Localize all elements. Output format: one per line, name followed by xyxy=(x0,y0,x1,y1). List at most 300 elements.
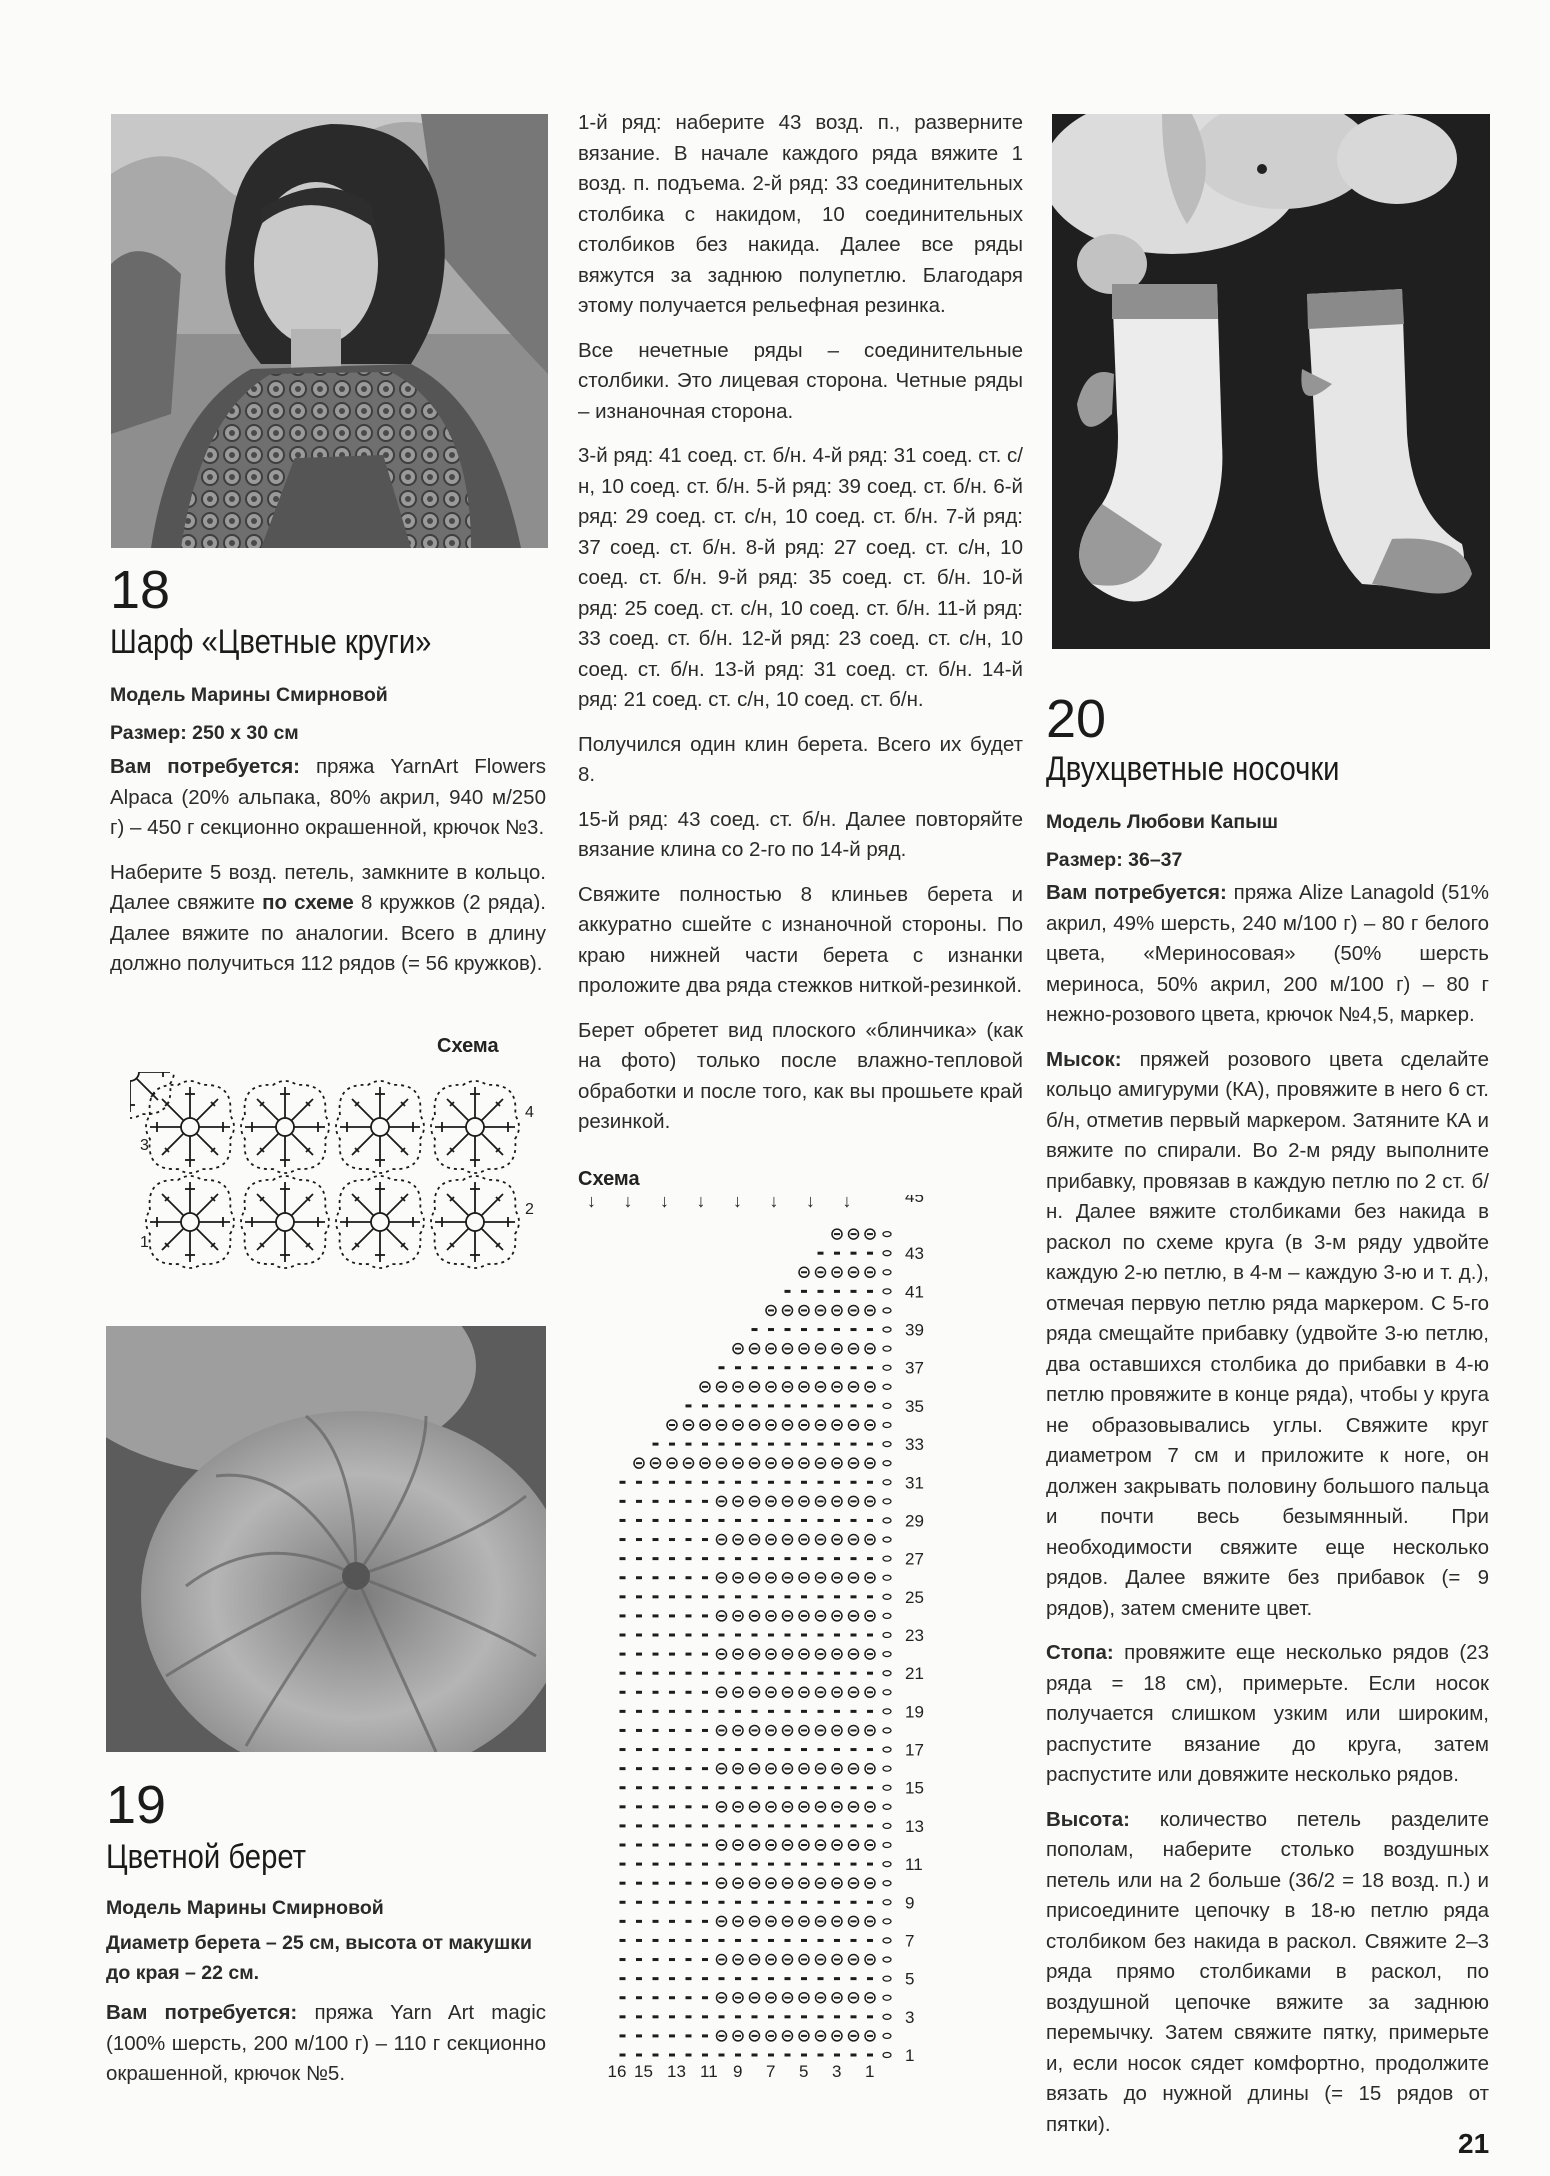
stitch-dash xyxy=(867,1366,873,1369)
stitch-symbol-bar xyxy=(785,1462,791,1464)
stitch-symbol-bar xyxy=(719,1729,725,1731)
stitch-dash xyxy=(735,1824,741,1827)
stitch-symbol-bar xyxy=(768,1729,774,1731)
stitch-symbol-bar xyxy=(834,1653,840,1655)
stitch-symbol-bar xyxy=(851,1691,857,1693)
stitch-dash xyxy=(818,1634,824,1637)
chart-arrow: ↓ xyxy=(623,1195,633,1211)
stitch-symbol-bar xyxy=(818,1959,824,1961)
stitch-dash xyxy=(785,1519,791,1522)
chain-marker xyxy=(883,1575,891,1580)
stitch-dash xyxy=(686,1653,692,1656)
scheme-label-18: Схема xyxy=(437,1035,499,1057)
stitch-dash xyxy=(636,2054,642,2057)
stitch-symbol-bar xyxy=(834,1615,840,1617)
stitch-symbol-bar xyxy=(752,1844,758,1846)
stitch-dash xyxy=(768,1595,774,1598)
stitch-symbol-bar xyxy=(834,1539,840,1541)
stitch-dash xyxy=(686,2015,692,2018)
stitch-dash xyxy=(702,1519,708,1522)
stitch-symbol-bar xyxy=(818,1348,824,1350)
stitch-dash xyxy=(752,1404,758,1407)
stitch-dash xyxy=(653,2034,659,2037)
stitch-dash xyxy=(669,1805,675,1808)
stitch-symbol-bar xyxy=(752,1539,758,1541)
stitch-symbol-bar xyxy=(851,1653,857,1655)
stitch-symbol-bar xyxy=(735,1500,741,1502)
stitch-dash xyxy=(636,1672,642,1675)
stitch-dash xyxy=(636,1634,642,1637)
chain-marker xyxy=(883,1327,891,1332)
stitch-dash xyxy=(636,1786,642,1789)
stitch-dash xyxy=(834,1328,840,1331)
stitch-dash xyxy=(834,1939,840,1942)
stitch-dash xyxy=(636,1519,642,1522)
stitch-symbol-bar xyxy=(768,1959,774,1961)
stitch-dash xyxy=(653,1882,659,1885)
stitch-dash xyxy=(636,1863,642,1866)
stitch-symbol-bar xyxy=(785,1653,791,1655)
stitch-dash xyxy=(801,1443,807,1446)
stitch-dash xyxy=(620,1481,626,1484)
pattern-text-19 xyxy=(106,1998,546,2104)
stitch-dash xyxy=(818,1252,824,1255)
stitch-dash xyxy=(818,1786,824,1789)
stitch-dash xyxy=(686,1443,692,1446)
stitch-symbol-bar xyxy=(867,1348,873,1350)
pattern-title-19: Цветной берет xyxy=(106,1838,307,1876)
stitch-dash xyxy=(851,1443,857,1446)
stitch-dash xyxy=(702,1786,708,1789)
stitch-dash xyxy=(702,2015,708,2018)
stitch-symbol-bar xyxy=(801,1768,807,1770)
instructions-paragraph-18 xyxy=(110,858,546,980)
stitch-symbol-bar xyxy=(834,1768,840,1770)
chain-marker xyxy=(883,1690,891,1695)
stitch-symbol-bar xyxy=(785,1920,791,1922)
chain-marker xyxy=(883,1938,891,1943)
stitch-dash xyxy=(669,1557,675,1560)
stitch-dash xyxy=(653,1748,659,1751)
stitch-symbol-bar xyxy=(719,1768,725,1770)
stitch-dash xyxy=(686,1691,692,1694)
chart-column-number: 16 xyxy=(607,2062,627,2080)
stitch-dash xyxy=(834,2015,840,2018)
stitch-dash xyxy=(669,1519,675,1522)
stitch-dash xyxy=(867,1557,873,1560)
stitch-dash xyxy=(620,1958,626,1961)
stitch-dash xyxy=(867,1786,873,1789)
stitch-dash xyxy=(669,1996,675,1999)
stitch-dash xyxy=(636,1557,642,1560)
requirements-text: пряжа Yarn Art magic (100% шерсть, 200 м/100 г) – 110 г секционно окрашенной, крючок №5. xyxy=(106,2001,546,2085)
stitch-symbol-bar xyxy=(752,1653,758,1655)
chart-row-number: 31 xyxy=(905,1473,924,1493)
stitch-dash xyxy=(702,1443,708,1446)
stitch-dash xyxy=(735,1710,741,1713)
stitch-dash xyxy=(669,1500,675,1503)
stitch-dash xyxy=(818,1824,824,1827)
chart-row-number: 41 xyxy=(905,1282,924,1302)
beret-crochet-chart xyxy=(575,1195,1020,2080)
stitch-symbol-bar xyxy=(851,1959,857,1961)
chart-row-number: 35 xyxy=(905,1396,924,1416)
stitch-dash xyxy=(719,1710,725,1713)
stitch-dash xyxy=(818,1557,824,1560)
stitch-symbol-bar xyxy=(801,1386,807,1388)
stitch-symbol-bar xyxy=(752,1424,758,1426)
stitch-dash xyxy=(719,1786,725,1789)
stitch-dash xyxy=(785,1443,791,1446)
chain-marker xyxy=(883,2033,891,2038)
stitch-dash xyxy=(719,1672,725,1675)
stitch-dash xyxy=(653,1691,659,1694)
stitch-symbol-bar xyxy=(834,1997,840,1999)
stitch-dash xyxy=(834,1404,840,1407)
stitch-dash xyxy=(801,1328,807,1331)
stitch-symbol-bar xyxy=(851,1729,857,1731)
pattern-number-19: 19 xyxy=(106,1775,167,1835)
stitch-dash xyxy=(702,1538,708,1541)
stitch-dash xyxy=(834,1863,840,1866)
stitch-symbol-bar xyxy=(735,1768,741,1770)
stitch-symbol-bar xyxy=(867,1462,873,1464)
stitch-dash xyxy=(818,1519,824,1522)
stitch-dash xyxy=(851,2015,857,2018)
stitch-dash xyxy=(620,1996,626,1999)
stitch-dash xyxy=(834,1366,840,1369)
stitch-symbol-bar xyxy=(851,1844,857,1846)
stitch-dash xyxy=(686,1939,692,1942)
chart-row-number: 1 xyxy=(140,1234,149,1251)
chain-marker xyxy=(883,1499,891,1504)
stitch-dash xyxy=(851,1672,857,1675)
chain-marker xyxy=(883,1537,891,1542)
stitch-symbol-bar xyxy=(818,1882,824,1884)
chart-row-number: 29 xyxy=(905,1511,924,1531)
stitch-dash xyxy=(719,1366,725,1369)
stitch-dash xyxy=(669,1672,675,1675)
stitch-symbol-bar xyxy=(768,1348,774,1350)
stitch-dash xyxy=(851,1748,857,1751)
stitch-dash xyxy=(834,1786,840,1789)
stitch-symbol-bar xyxy=(735,1920,741,1922)
stitch-dash xyxy=(752,1824,758,1827)
chain-marker xyxy=(883,1613,891,1618)
stitch-symbol-bar xyxy=(867,1691,873,1693)
stitch-dash xyxy=(851,1290,857,1293)
chain-marker xyxy=(883,2014,891,2019)
stitch-dash xyxy=(636,1882,642,1885)
stitch-symbol-bar xyxy=(768,1653,774,1655)
toe-text: пряжей розового цвета сделайте кольцо амигуруми (КА), провяжите в него 6 ст. б/н, отметив первый маркером. Затяните КА и вяжите по спирали. Во 2-м ряду выполните прибавку, провязав в каждую петлю по 2 ст. б/н. Далее вяжите столбиками без накида в раскол по схеме круга (в 3-м ряду удвойте каждую 2-ю петлю, в 4-м – каждую 3-ю и т. д.), отмечая первую петлю ряда маркером. С 5-го ряда смещайте прибавку (удвойте 3-ю петлю, два оставшихся столбика до прибавки в 4-ю петлю провяжите в конце ряда), чтобы у круга не образовывались углы. Свяжите круг диаметром 7 см и приложите к ноге, он должен закрывать половину большого пальца и почти весь безымянный. При необходимости свяжите еще несколько рядов. Далее вяжите без прибавок (= 9 рядов), затем смените цвет. xyxy=(1046,1047,1489,1620)
stitch-dash xyxy=(834,1748,840,1751)
stitch-dash xyxy=(801,1939,807,1942)
stitch-symbol-bar xyxy=(735,1882,741,1884)
stitch-dash xyxy=(752,1595,758,1598)
stitch-dash xyxy=(653,1481,659,1484)
stitch-dash xyxy=(818,2054,824,2057)
stitch-dash xyxy=(834,1710,840,1713)
stitch-symbol-bar xyxy=(867,2035,873,2037)
stitch-symbol-bar xyxy=(752,1729,758,1731)
stitch-dash xyxy=(686,1481,692,1484)
stitch-dash xyxy=(735,2015,741,2018)
stitch-symbol-bar xyxy=(768,1768,774,1770)
stitch-dash xyxy=(686,1882,692,1885)
stitch-dash xyxy=(752,1748,758,1751)
stitch-dash xyxy=(719,1634,725,1637)
stitch-dash xyxy=(851,1404,857,1407)
stitch-dash xyxy=(818,1366,824,1369)
stitch-dash xyxy=(735,2054,741,2057)
stitch-symbol-bar xyxy=(867,1539,873,1541)
stitch-symbol-bar xyxy=(867,1882,873,1884)
stitch-dash xyxy=(752,1519,758,1522)
stitch-dash xyxy=(702,1653,708,1656)
stitch-symbol-bar xyxy=(834,1577,840,1579)
stitch-dash xyxy=(801,1557,807,1560)
stitch-symbol-bar xyxy=(818,1729,824,1731)
pattern-size-18: Размер: 250 х 30 см xyxy=(110,722,299,744)
stitch-symbol-bar xyxy=(752,1959,758,1961)
stitch-dash xyxy=(834,2054,840,2057)
foot-text: провяжите еще несколько рядов (23 ряда = 18 см), примерьте. Если носок получается слишком узким или широким, распустите вязание до круга, затем распустите или довяжите несколько рядов. xyxy=(1046,1641,1489,1786)
stitch-dash xyxy=(867,1519,873,1522)
stitch-dash xyxy=(834,1634,840,1637)
stitch-dash xyxy=(702,1500,708,1503)
stitch-dash xyxy=(669,2034,675,2037)
requirements-label: Вам потребуется: xyxy=(1046,881,1227,904)
instructions-paragraph: Берет обретет вид плоского «блинчика» (как на фото) только после влажно-тепловой обработки и после того, как вы прошьете край резинкой. xyxy=(578,1018,1023,1133)
stitch-dash xyxy=(834,1252,840,1255)
stitch-dash xyxy=(669,1538,675,1541)
stitch-dash xyxy=(653,1538,659,1541)
stitch-dash xyxy=(686,1557,692,1560)
stitch-symbol-bar xyxy=(719,1577,725,1579)
stitch-dash xyxy=(768,2015,774,2018)
stitch-dash xyxy=(735,1443,741,1446)
stitch-symbol-bar xyxy=(768,1539,774,1541)
stitch-dash xyxy=(620,1939,626,1942)
stitch-dash xyxy=(653,1824,659,1827)
chart-row-number: 1 xyxy=(905,2046,915,2065)
stitch-dash xyxy=(768,1366,774,1369)
chart-row-number: 2 xyxy=(525,1201,534,1218)
stitch-dash xyxy=(636,1576,642,1579)
stitch-symbol-bar xyxy=(867,1806,873,1808)
stitch-symbol-bar xyxy=(801,1959,807,1961)
stitch-dash xyxy=(702,1710,708,1713)
stitch-symbol-bar xyxy=(752,1386,758,1388)
stitch-dash xyxy=(620,1920,626,1923)
stitch-symbol-bar xyxy=(785,1309,791,1311)
chart-row-number: 15 xyxy=(905,1778,924,1798)
stitch-dash xyxy=(653,1958,659,1961)
stitch-dash xyxy=(636,1767,642,1770)
stitch-dash xyxy=(768,1748,774,1751)
stitch-symbol-bar xyxy=(768,1997,774,1999)
stitch-dash xyxy=(620,2054,626,2057)
chain-marker xyxy=(883,1804,891,1809)
chain-marker xyxy=(883,2053,891,2058)
chart-row-number: 39 xyxy=(905,1320,924,1340)
stitch-symbol-bar xyxy=(785,1348,791,1350)
chart-arrow: ↓ xyxy=(769,1195,779,1211)
stitch-dash xyxy=(752,1672,758,1675)
chain-marker xyxy=(883,1843,891,1848)
stitch-dash xyxy=(768,1481,774,1484)
stitch-symbol-bar xyxy=(834,1844,840,1846)
chain-marker xyxy=(883,1652,891,1657)
stitch-symbol-bar xyxy=(818,1462,824,1464)
stitch-symbol-bar xyxy=(867,1997,873,1999)
requirements-label: Вам потребуется: xyxy=(110,755,300,778)
stitch-symbol-bar xyxy=(801,1806,807,1808)
stitch-dash xyxy=(636,1844,642,1847)
stitch-symbol-bar xyxy=(752,1348,758,1350)
stitch-dash xyxy=(702,1672,708,1675)
stitch-dash xyxy=(768,1786,774,1789)
stitch-dash xyxy=(669,1481,675,1484)
stitch-dash xyxy=(818,1939,824,1942)
pattern-text-18 xyxy=(110,752,546,994)
stitch-symbol-bar xyxy=(834,2035,840,2037)
stitch-symbol-bar xyxy=(653,1462,659,1464)
stitch-dash xyxy=(636,1481,642,1484)
chart-row-number: 7 xyxy=(905,1931,915,1951)
stitch-symbol-bar xyxy=(768,1462,774,1464)
stitch-dash xyxy=(702,1729,708,1732)
stitch-dash xyxy=(702,1824,708,1827)
stitch-dash xyxy=(752,1977,758,1980)
stitch-dash xyxy=(768,1404,774,1407)
stitch-dash xyxy=(752,1328,758,1331)
stitch-dash xyxy=(653,1500,659,1503)
stitch-symbol-bar xyxy=(867,1615,873,1617)
stitch-symbol-bar xyxy=(702,1462,708,1464)
stitch-symbol-bar xyxy=(785,1691,791,1693)
stitch-dash xyxy=(653,1786,659,1789)
stitch-dash xyxy=(686,2034,692,2037)
stitch-dash xyxy=(620,1863,626,1866)
stitch-symbol-bar xyxy=(818,1768,824,1770)
stitch-dash xyxy=(735,1901,741,1904)
stitch-symbol-bar xyxy=(851,1309,857,1311)
stitch-symbol-bar xyxy=(851,1271,857,1273)
stitch-dash xyxy=(686,1672,692,1675)
stitch-dash xyxy=(735,1977,741,1980)
stitch-symbol-bar xyxy=(768,1691,774,1693)
stitch-dash xyxy=(752,1863,758,1866)
stitch-dash xyxy=(768,1824,774,1827)
stitch-dash xyxy=(669,1767,675,1770)
chart-row-number: 4 xyxy=(525,1104,534,1121)
chart-row-number: 21 xyxy=(905,1664,924,1684)
requirements-paragraph-20 xyxy=(1046,878,1489,1031)
stitch-dash xyxy=(702,1634,708,1637)
stitch-symbol-bar xyxy=(851,1500,857,1502)
stitch-symbol-bar xyxy=(735,1653,741,1655)
stitch-symbol-bar xyxy=(785,1844,791,1846)
requirements-label: Вам потребуется: xyxy=(106,2001,298,2024)
stitch-dash xyxy=(669,2054,675,2057)
stitch-dash xyxy=(686,1901,692,1904)
stitch-dash xyxy=(669,1977,675,1980)
stitch-dash xyxy=(801,1404,807,1407)
instructions-paragraph: 15-й ряд: 43 соед. ст. б/н. Далее повторяйте вязание клина со 2-го по 14-й ряд. xyxy=(578,807,1023,861)
stitch-dash xyxy=(851,1328,857,1331)
stitch-dash xyxy=(768,1977,774,1980)
stitch-symbol-bar xyxy=(735,1348,741,1350)
stitch-dash xyxy=(653,1614,659,1617)
stitch-dash xyxy=(785,2015,791,2018)
stitch-symbol-bar xyxy=(851,1806,857,1808)
stitch-dash xyxy=(752,2054,758,2057)
stitch-dash xyxy=(669,1958,675,1961)
stitch-symbol-bar xyxy=(768,2035,774,2037)
stitch-dash xyxy=(801,1710,807,1713)
stitch-dash xyxy=(620,1595,626,1598)
stitch-dash xyxy=(801,1748,807,1751)
stitch-dash xyxy=(636,1595,642,1598)
stitch-symbol-bar xyxy=(735,1691,741,1693)
stitch-dash xyxy=(686,1500,692,1503)
chart-arrow: ↓ xyxy=(696,1195,706,1211)
stitch-symbol-bar xyxy=(719,1653,725,1655)
stitch-dash xyxy=(834,1481,840,1484)
stitch-dash xyxy=(851,2054,857,2057)
stitch-dash xyxy=(851,1481,857,1484)
beret-photo xyxy=(106,1326,546,1752)
stitch-symbol-bar xyxy=(818,1806,824,1808)
chain-marker xyxy=(883,1365,891,1370)
stitch-dash xyxy=(735,1786,741,1789)
stitch-dash xyxy=(686,1634,692,1637)
chart-column-number: 3 xyxy=(832,2062,842,2080)
stitch-symbol-bar xyxy=(785,1729,791,1731)
chart-arrow: ↓ xyxy=(660,1195,669,1211)
stitch-symbol-bar xyxy=(818,1844,824,1846)
stitch-dash xyxy=(785,1710,791,1713)
stitch-symbol-bar xyxy=(735,1462,741,1464)
chart-row-number: 27 xyxy=(905,1549,924,1569)
stitch-dash xyxy=(636,1939,642,1942)
stitch-dash xyxy=(620,1500,626,1503)
stitch-symbol-bar xyxy=(785,1386,791,1388)
chain-marker xyxy=(883,1766,891,1771)
chart-row-number: 25 xyxy=(905,1587,924,1607)
stitch-symbol-bar xyxy=(851,1920,857,1922)
stitch-dash xyxy=(785,1863,791,1866)
chain-marker xyxy=(883,1442,891,1447)
stitch-dash xyxy=(686,1996,692,1999)
stitch-symbol-bar xyxy=(735,1386,741,1388)
stitch-dash xyxy=(801,1634,807,1637)
stitch-symbol-bar xyxy=(719,1920,725,1922)
toe-paragraph xyxy=(1046,1045,1489,1625)
stitch-dash xyxy=(752,1710,758,1713)
stitch-dash xyxy=(620,1557,626,1560)
chain-marker xyxy=(883,1270,891,1275)
stitch-symbol-bar xyxy=(867,1271,873,1273)
stitch-symbol-bar xyxy=(851,1768,857,1770)
stitch-symbol-bar xyxy=(801,1844,807,1846)
stitch-symbol-bar xyxy=(818,1271,824,1273)
stitch-symbol-bar xyxy=(851,1233,857,1235)
instructions-paragraph: Все нечетные ряды – соединительные столбики. Это лицевая сторона. Четные ряды – изнаночная сторона. xyxy=(578,338,1023,423)
stitch-dash xyxy=(686,1824,692,1827)
